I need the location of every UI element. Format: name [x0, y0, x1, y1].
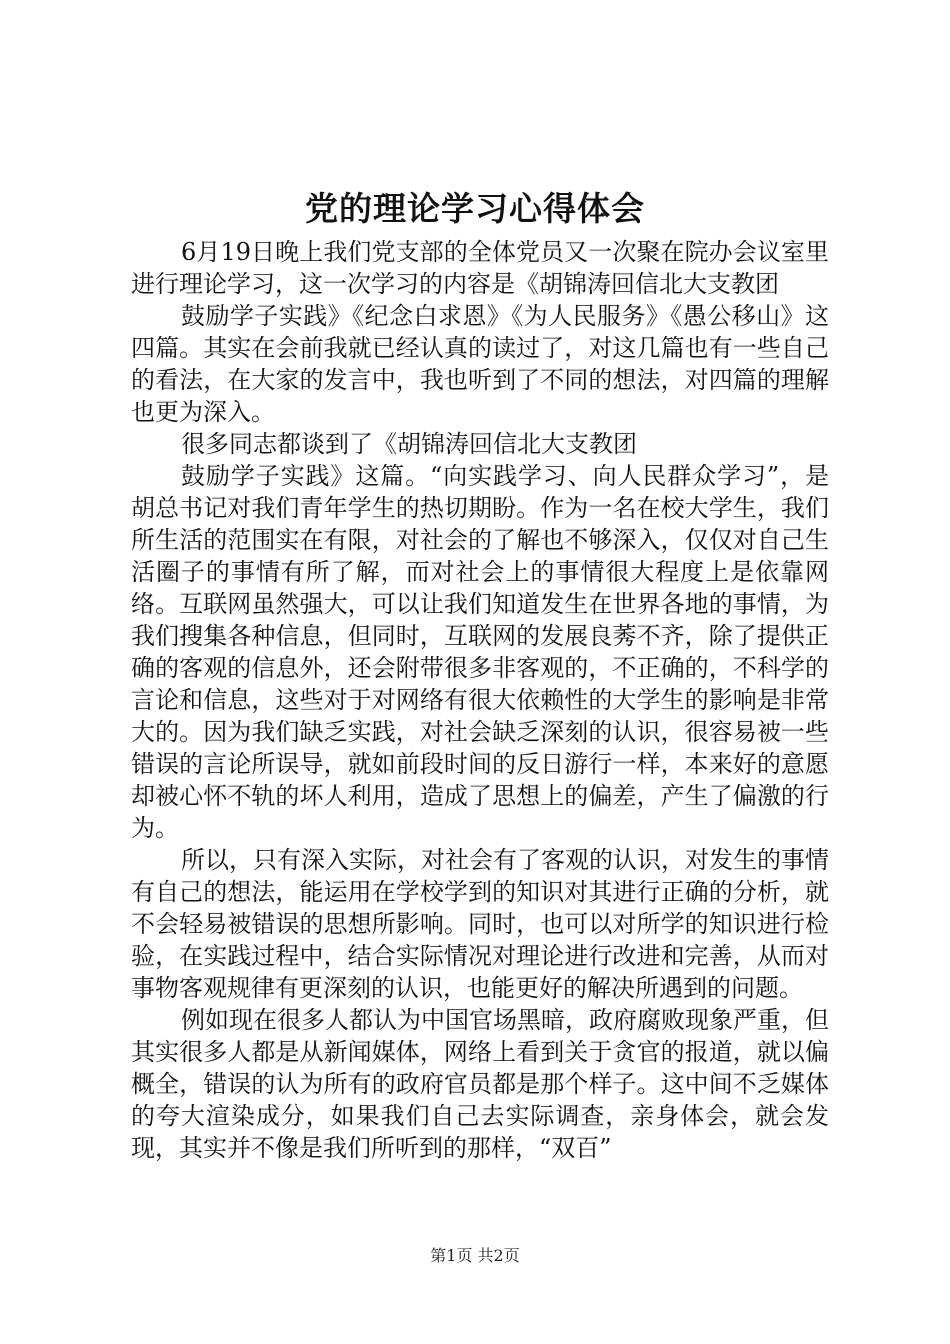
paragraph: 很多同志都谈到了《胡锦涛回信北大支教团 — [181, 430, 637, 458]
paragraph: 所以，只有深入实际，对社会有了客观的认识，对发生的事情有自己的想法，能运用在学校学到的知识对其进行正确的分析，就不会轻易被错误的思想所影响。同时，也可以对所学的知识进行检验，在实践过程中，结合实际情况对理论进行改进和完善，从而对事物客观规律有更深刻的认识，也能更好的解决所遇到的问题。 — [131, 846, 829, 1002]
document-title: 党的理论学习心得体会 — [305, 189, 645, 228]
page-number-footer: 第1页 共2页 — [430, 1246, 520, 1265]
paragraph: 例如现在很多人都认为中国官场黑暗，政府腐败现象严重，但其实很多人都是从新闻媒体，网络上看到关于贪官的报道，就以偏概全，错误的认为所有的政府官员都是那个样子。这中间不乏媒体的夸大渲染成分，如果我们自己去实际调查，亲身体会，就会发现，其实并不像是我们所听到的那样，“双百” — [131, 1006, 829, 1162]
paragraph: 鼓励学子实践》这篇。“向实践学习、向人民群众学习”，是胡总书记对我们青年学生的热切期盼。作为一名在校大学生，我们所生活的范围实在有限，对社会的了解也不够深入，仅仅对自己生活圈子的事情有所了解，而对社会上的事情很大程度上是依靠网络。互联网虽然强大，可以让我们知道发生在世界各地的事情，为我们搜集各种信息，但同时，互联网的发展良莠不齐，除了提供正确的客观的信息外，还会附带很多非客观的，不正确的，不科学的言论和信息，这些对于对网络有很大依赖性的大学生的影响是非常大的。因为我们缺乏实践，对社会缺乏深刻的认识，很容易被一些错误的言论所误导，就如前段时间的反日游行一样，本来好的意愿却被心怀不轨的坏人利用，造成了思想上的偏差，产生了偏激的行为。 — [131, 462, 829, 842]
paragraph: 鼓励学子实践》《纪念白求恩》《为人民服务》《愚公移山》这四篇。其实在会前我就已经认真的读过了，对这几篇也有一些自己的看法，在大家的发言中，我也听到了不同的想法，对四篇的理解也更为深入。 — [131, 302, 829, 426]
document-body — [131, 236, 829, 1164]
paragraph: 6月19日晚上我们党支部的全体党员又一次聚在院办会议室里进行理论学习，这一次学习的内容是《胡锦涛回信北大支教团 — [131, 238, 829, 298]
